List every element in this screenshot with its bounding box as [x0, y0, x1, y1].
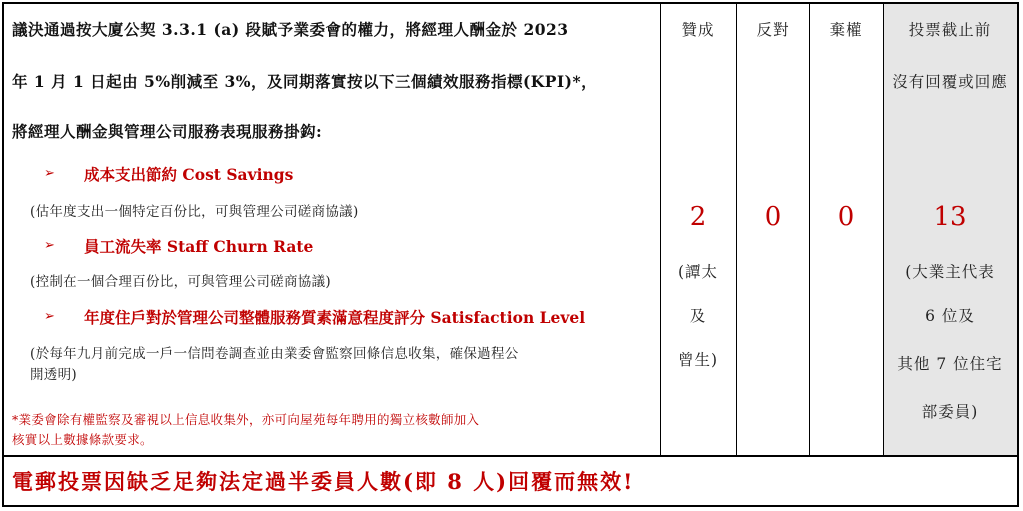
count-no-reply: 13	[933, 202, 967, 232]
kpi-note: (控制在一個合理百份比，可與管理公司磋商協議)	[30, 274, 331, 290]
kpi-bullet-icon: ➢	[44, 166, 55, 181]
header-no-reply-sub: 沒有回覆或回應	[892, 73, 1008, 91]
count-for: 2	[689, 202, 707, 232]
resolution-line-1: 議決通過按大廈公契 3.3.1 (a) 段賦予業委會的權力，將經理人酬金於 2023	[12, 20, 569, 39]
for-detail: 及	[689, 307, 707, 325]
footnote: 核實以上數據條款要求。	[12, 432, 153, 447]
header-abstain: 棄權	[829, 21, 863, 39]
count-abstain: 0	[837, 202, 855, 232]
no-reply-detail: 其他 7 位住宅	[897, 355, 1003, 373]
kpi-satisfaction: 年度住戶對於管理公司整體服務質素滿意程度評分 Satisfaction Level	[84, 308, 586, 327]
count-against: 0	[764, 202, 782, 232]
resolution-line-2: 年 1 月 1 日起由 5%削減至 3%，及同期落實按以下三個績效服務指標(KPI)*，	[12, 72, 598, 91]
kpi-staff-churn: 員工流失率 Staff Churn Rate	[84, 237, 314, 256]
kpi-note: (於每年九月前完成一戶一信問卷調查並由業委會監察回條信息收集，確保過程公	[30, 346, 519, 362]
footnote: *業委會除有權監察及審視以上信息收集外，亦可向屋苑每年聘用的獨立核數師加入	[12, 412, 480, 427]
kpi-cost-savings: 成本支出節約 Cost Savings	[84, 165, 294, 184]
header-against: 反對	[756, 21, 790, 39]
no-reply-detail: 部委員)	[921, 403, 979, 421]
no-reply-detail: (大業主代表	[905, 263, 995, 281]
for-detail: 曾生)	[677, 351, 719, 369]
header-for: 贊成	[681, 21, 715, 39]
column-divider	[736, 4, 737, 456]
header-no-reply: 投票截止前	[908, 21, 992, 39]
vote-table	[2, 2, 1019, 507]
footer-divider	[4, 455, 1017, 457]
kpi-bullet-icon: ➢	[44, 309, 55, 324]
kpi-note: 開透明)	[30, 367, 77, 383]
resolution-line-3: 將經理人酬金與管理公司服務表現服務掛鈎:	[12, 122, 323, 141]
column-divider	[883, 4, 884, 456]
kpi-note: (估年度支出一個特定百份比，可與管理公司磋商協議)	[30, 204, 359, 220]
for-detail: (譚太	[677, 263, 719, 281]
column-divider	[809, 4, 810, 456]
kpi-bullet-icon: ➢	[44, 238, 55, 253]
invalid-vote-notice: 電郵投票因缺乏足夠法定過半委員人數(即 8 人)回覆而無效!	[12, 469, 635, 494]
column-divider	[660, 4, 661, 456]
no-reply-detail: 6 位及	[925, 307, 975, 325]
